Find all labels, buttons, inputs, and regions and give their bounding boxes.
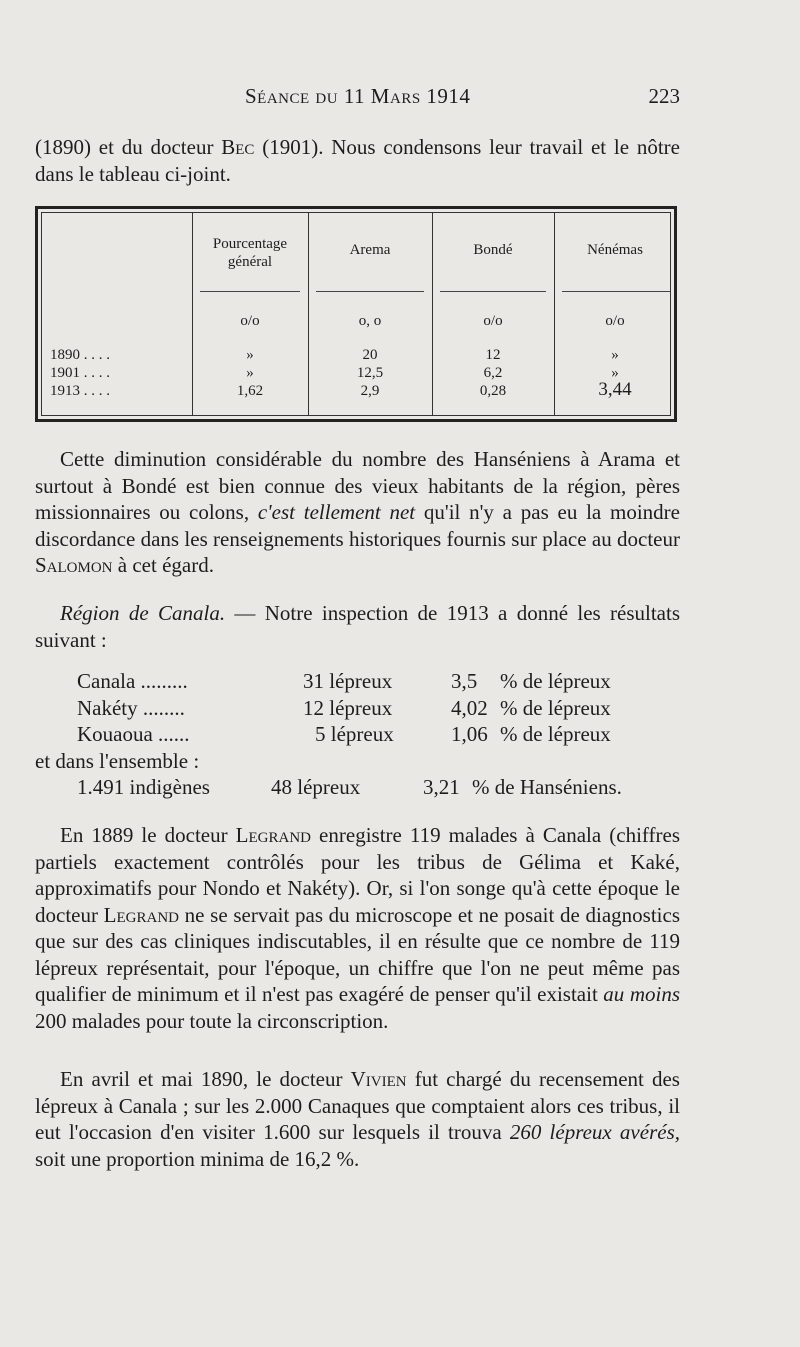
paragraph-vivien: En avril et mai 1890, le docteur Vivien fut chargé du recensement des lépreux à Canala ; sur les 2.000 Canaques que comptaient alors ces tribus, il eut l'occasion d'en visiter 1.600 sur lesquels il trouva 260 lépreux avérés, soit une proportion minima de 16,2 %. [35, 1067, 680, 1171]
intro-paragraph: (1890) et du docteur Bec (1901). Nous condensons leur travail et le nôtre dans le tableau ci-joint. [35, 135, 680, 186]
table-cell: » [611, 365, 619, 381]
table-cell: 2,9 [360, 383, 380, 399]
row-year: 1901 . . . . [50, 365, 110, 381]
author-salomon: Salomon [35, 553, 113, 577]
table-cell: 12,5 [356, 365, 384, 381]
table-cell: 6,2 [483, 365, 503, 381]
stats-row: Kouaoua ...... 5 lépreux 1,06 % de lépreux [77, 722, 611, 746]
data-table [35, 206, 677, 422]
table-cell: 3,44 [598, 379, 632, 400]
table-cell: 12 [485, 347, 501, 363]
author-bec: Bec [221, 135, 255, 159]
page-number: 223 [648, 84, 680, 108]
header-nenemas: Nénémas [587, 242, 643, 258]
table-cell: » [611, 347, 619, 363]
running-title: Séance du 11 Mars 1914 [245, 84, 471, 108]
row-year: 1890 . . . . [50, 347, 110, 363]
header-arema: Arema [349, 242, 391, 258]
page-header [35, 80, 680, 110]
row-year: 1913 . . . . [50, 383, 110, 399]
table-cell: » [246, 365, 254, 381]
stats-ensemble-label: et dans l'ensemble : [35, 748, 200, 773]
header-bonde: Bondé [473, 242, 513, 258]
table-cell: » [246, 347, 254, 363]
table-cell: 1,62 [236, 383, 264, 399]
table-cell: 0,28 [479, 383, 507, 399]
section-heading: Région de Canala. [60, 601, 226, 625]
stats-total-row: 1.491 indigènes 48 lépreux 3,21 % de Hanséniens. [77, 775, 622, 799]
unit-cell: o, o [358, 313, 382, 329]
unit-cell: o/o [240, 313, 260, 329]
stats-block [35, 668, 680, 801]
unit-cell: o/o [483, 313, 503, 329]
paragraph-legrand: En 1889 le docteur Legrand enregistre 119 malades à Canala (chiffres partiels exactement contrôlés pour les tribus de Gélima et Kaké, approximatifs pour Nondo et Nakéty). Or, si l'on songe qu'à cette époque le docteur Legrand ne se servait pas du microscope et ne posait de diagnostics que sur des cas cliniques indiscutables, il en résulte que ce nombre de 119 lépreux représentait, pour l'époque, un chiffre que l'on ne peut même pas qualifier de minimum et il n'est pas exagéré de penser qu'il existait au moins 200 malades pour toute la circonscription. [35, 823, 680, 1033]
paragraph-region-canala: Région de Canala. — Notre inspection de 1913 a donné les résultats suivant : [35, 601, 680, 652]
paragraph-diminution: Cette diminution considérable du nombre des Hanséniens à Arama et surtout à Bondé est bien connue des vieux habitants de la région, pères missionnaires ou colons, c'est tellement net qu'il n'y a pas eu la moindre discordance dans les renseignements historiques fournis sur place au docteur Salomon à cet égard. [35, 447, 680, 577]
header-pourcentage: Pourcentage général [212, 236, 288, 270]
stats-row: Canala ......... 31 lépreux 3,5 % de lépreux [77, 669, 611, 693]
stats-row: Nakéty ........ 12 lépreux 4,02 % de lépreux [77, 695, 611, 720]
table-cell: 20 [362, 347, 378, 363]
unit-cell: o/o [605, 313, 625, 329]
